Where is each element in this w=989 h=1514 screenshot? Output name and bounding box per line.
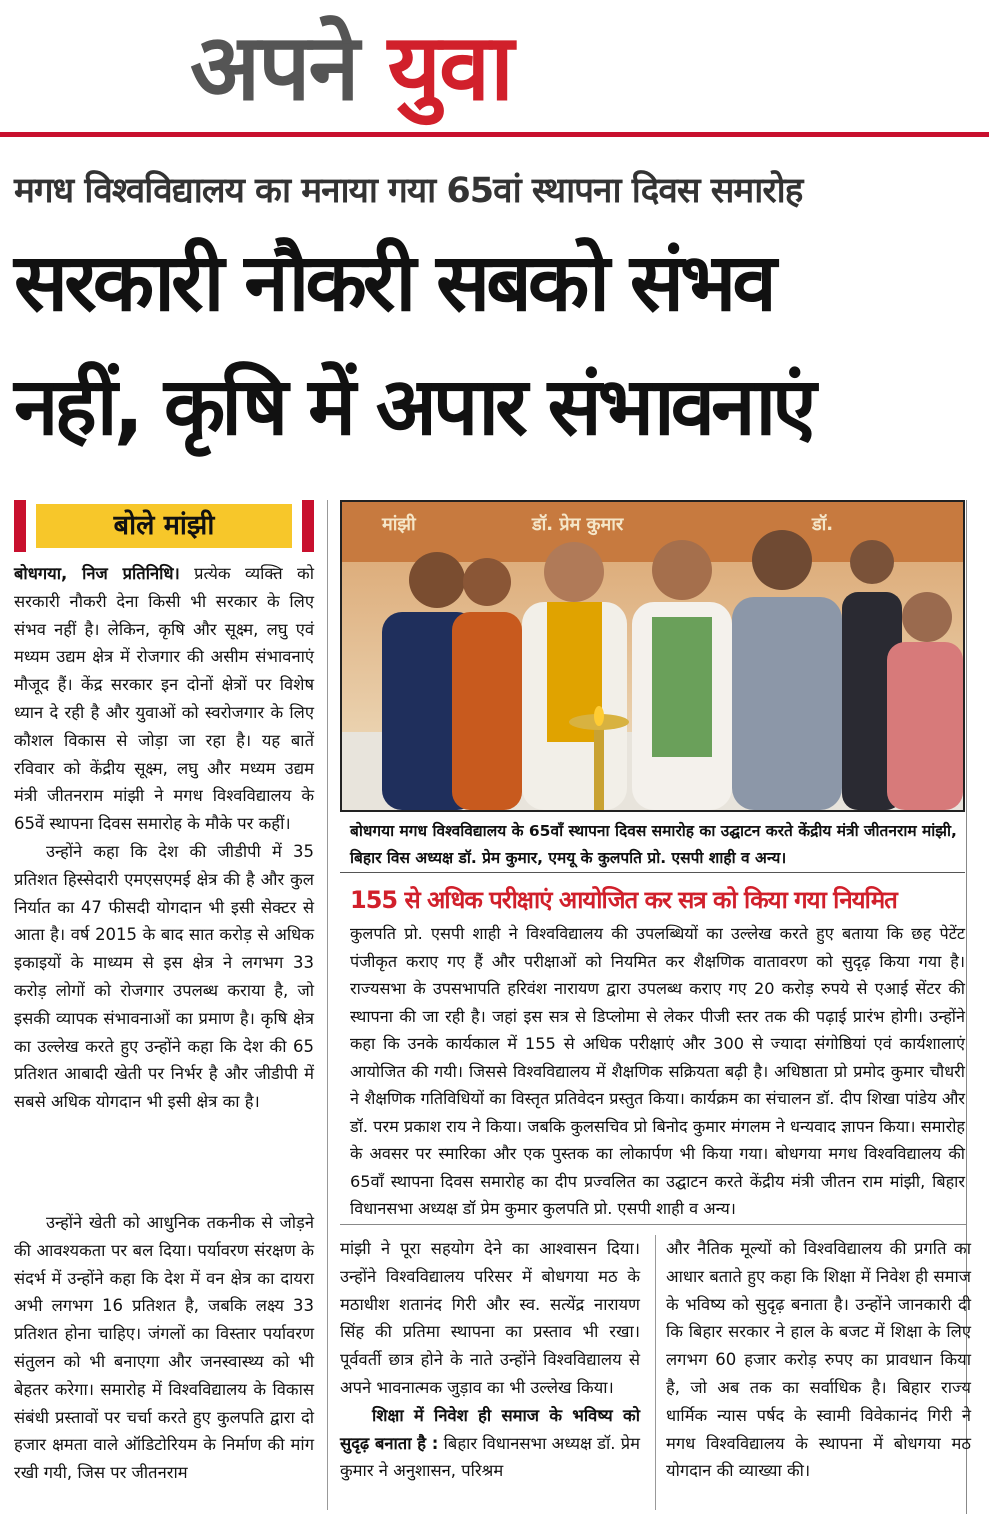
- article-paragraph-2: उन्होंने कहा कि देश की जीडीपी में 35 प्रतिशत हिस्सेदारी एमएसएमई क्षेत्र की है और कुल निर्यात का 47 फीसदी योगदान भी इसी सेक्टर से आता है। वर्ष 2015 के बाद सात करोड़ से अधिक इकाइयों के माध्यम से इस क्षेत्र ने लगभग 33 करोड़ लोगों को रोजगार उपलब्ध कराया है, जो इसकी व्यापक संभावनाओं का प्रमाण है। कृषि क्षेत्र का उल्लेख करते हुए उन्होंने कहा कि देश की 65 प्रतिशत आबादी खेती पर निर्भर है और जीडीपी में सबसे अधिक योगदान भी इसी क्षेत्र का है।: [14, 841, 314, 1112]
- headline-line-1: सरकारी नौकरी सबको संभव: [14, 236, 773, 329]
- column-divider-1: [327, 500, 328, 1510]
- inline-subhead: शिक्षा में निवेश ही समाज के भविष्य को सुदृढ़ बनाता है :: [340, 1405, 640, 1453]
- article-paragraph-3: उन्होंने खेती को आधुनिक तकनीक से जोड़ने की आवश्यकता पर बल दिया। पर्यावरण संरक्षण के संदर्भ में उन्होंने कहा कि देश में वन क्षेत्र का दायरा अभी लगभग 16 प्रतिशत है, जबकि लक्ष्य 33 प्रतिशत होना चाहिए। जंगलों का विस्तार पर्यावरण संतुलन को भी बनाएगा और जनस्वास्थ्य को भी बेहतर करेगा। समारोह में विश्वविद्यालय के विकास संबंधी प्रस्तावों पर चर्चा करते हुए कुलपति द्वारा दो हजार क्षमता वाले ऑडिटोरियम के निर्माण की मांग रखी गयी, जिस पर जीतनराम: [14, 1213, 314, 1483]
- article-column-3: [666, 1235, 971, 1505]
- column-divider-2: [655, 1235, 656, 1510]
- masthead: [0, 0, 989, 140]
- banner-text-1: मांझी: [382, 514, 416, 535]
- event-photo: [340, 500, 965, 812]
- paragraph-1-text: प्रत्येक व्यक्ति को सरकारी नौकरी देना किसी भी सरकार के लिए संभव नहीं है। लेकिन, कृषि और सूक्ष्म, लघु एवं मध्यम उद्यम क्षेत्र में रोजगार की असीम संभावनाएं मौजूद हैं। केंद्र सरकार इन दोनों क्षेत्रों पर विशेष ध्यान दे रही है और युवाओं को स्वरोजगार के लिए कौशल विकास से जोड़ा जा रहा है। यह बातें रविवार को केंद्रीय सूक्ष्म, लघु और मध्यम उद्यम मंत्री जीतनराम मांझी ने मगध विश्वविद्यालय के 65वें स्थापना दिवस समारोह के मौके पर कहीं।: [14, 564, 314, 834]
- section-label-bar-left: [14, 500, 26, 552]
- article-paragraph-4: मांझी ने पूरा सहयोग देने का आश्वासन दिया। उन्होंने विश्वविद्यालय परिसर में बोधगया मठ के मठाधीश शतानंद गिरी और स्व. सत्येंद्र नारायण सिंह की प्रतिमा स्थापना का प्रस्ताव भी रखा। पूर्ववर्ती छात्र होने के नाते उन्होंने विश्वविद्यालय से अपने भावनात्मक जुड़ाव का भी उल्लेख किया।: [340, 1239, 640, 1397]
- article-paragraph-1: [14, 560, 314, 838]
- sidebar-subhead: 155 से अधिक परीक्षाएं आयोजित कर सत्र को किया गया नियमित: [350, 886, 897, 914]
- byline: बोधगया, निज प्रतिनिधि।: [14, 564, 180, 583]
- article-paragraph-6: और नैतिक मूल्यों को विश्वविद्यालय की प्रगति का आधार बताते हुए कहा कि शिक्षा में निवेश ही समाज के भविष्य को सुदृढ़ बनाता है। उन्होंने जानकारी दी कि बिहार सरकार ने हाल के बजट में शिक्षा के लिए लगभग 60 हजार करोड़ रुपए का प्रावधान किया है, जो अब तक का सर्वाधिक है। बिहार राज्य धार्मिक न्यास पर्षद के स्वामी विवेकानंद गिरी ने मगध विश्वविद्यालय के स्थापना में बोधगया मठ योगदान की व्याख्या की।: [666, 1239, 971, 1481]
- article-column-2: [340, 1235, 640, 1505]
- section-label: बोले मांझी: [36, 504, 292, 548]
- paragraph-5-text: बिहार विधानसभा अध्यक्ष डॉ. प्रेम कुमार ने अनुशासन, परिश्रम: [340, 1433, 640, 1481]
- headline-line-2: नहीं, कृषि में अपार संभावनाएं: [14, 360, 813, 453]
- article-column-1: [14, 560, 314, 1210]
- sidebar-story-body: कुलपति प्रो. एसपी शाही ने विश्वविद्यालय की उपलब्धियों का उल्लेख करते हुए बताया कि छह पेटेंट पंजीकृत कराए गए हैं और परीक्षाओं को नियमित कर शैक्षणिक वातावरण को सुदृढ़ किया गया है। राज्यसभा के उपसभापति हरिवंश नारायण द्वारा उपलब्ध कराए गए 20 करोड़ रुपये से एआई सेंटर की स्थापना की जा रही है। जहां इस सत्र से डिप्लोमा से लेकर पीजी स्तर तक की पढ़ाई प्रारंभ होगी। उन्होंने कहा कि उनके कार्यकाल में 155 से अधिक परीक्षाएं और 300 से ज्यादा संगोष्ठियां एवं कार्यशालाएं आयोजित की गयी। जिससे विश्वविद्यालय में शैक्षणिक सक्रियता बढ़ी है। अधिष्ठाता प्रो प्रमोद कुमार चौधरी ने शैक्षणिक गतिविधियों का विस्तृत प्रतिवेदन प्रस्तुत किया। कार्यक्रम का संचालन डॉ. दीप शिखा पांडेय और डॉ. परम प्रकाश राय ने किया। जबकि कुलसचिव प्रो बिनोद कुमार मंगलम ने धन्यवाद ज्ञापन किया। समारोह के अवसर पर स्मारिका और एक पुस्तक का लोकार्पण भी किया गया। बोधगया मगध विश्वविद्यालय की 65वॉं स्थापना दिवस समारोह का दीप प्रज्वलित का उद्घाटन करते केंद्रीय मंत्री जीतन राम मांझी, बिहार विधानसभा अध्यक्ष डॉ प्रेम कुमार कुलपति प्रो. एसपी शाही व अन्य।: [350, 924, 965, 1218]
- article-column-1-bottom: [14, 1209, 314, 1509]
- masthead-part-1: अपने: [190, 14, 358, 121]
- masthead-title: [190, 8, 512, 128]
- masthead-rule: [0, 132, 989, 137]
- article-paragraph-5: [340, 1402, 640, 1485]
- photo-caption: बोधगया मगध विश्वविद्यालय के 65वॉं स्थापना दिवस समारोह का उद्घाटन करते केंद्रीय मंत्री जीतनराम मांझी, बिहार विस अध्यक्ष डॉ. प्रेम कुमार, एमयू के कुलपति प्रो. एसपी शाही व अन्य।: [350, 822, 957, 867]
- section-label-bar-right: [302, 500, 314, 552]
- masthead-part-2: युवा: [387, 14, 512, 121]
- event-photo-illustration: [342, 502, 963, 810]
- article-kicker: मगध विश्वविद्यालय का मनाया गया 65वां स्थापना दिवस समारोह: [14, 171, 803, 211]
- caption-rule: [340, 872, 965, 873]
- story-box-bottom-rule: [340, 1224, 966, 1225]
- banner-text-2: डॉ. प्रेम कुमार: [532, 514, 624, 535]
- banner-text-3: डॉ.: [812, 514, 834, 535]
- section-label-box: [14, 500, 314, 552]
